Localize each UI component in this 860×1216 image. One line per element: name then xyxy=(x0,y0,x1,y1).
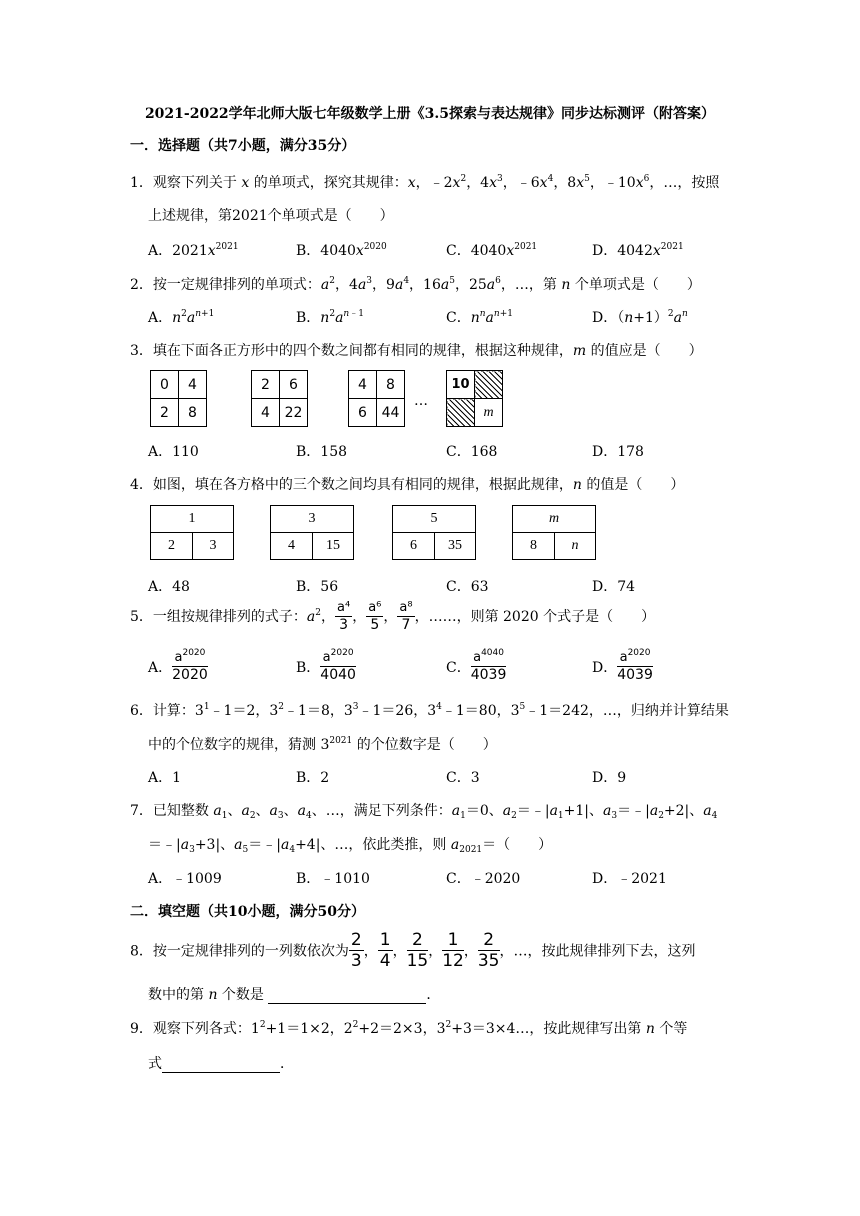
q4-box-4 xyxy=(512,505,596,560)
question-4: 4．如图，填在各方格中的三个数之间均具有相同的规律，根据此规律，n 的值是（ ） xyxy=(130,477,685,493)
q3-ellipsis: … xyxy=(414,393,428,409)
q3-option-b: B．158 xyxy=(296,444,348,460)
grid-cell: 2 xyxy=(151,399,179,427)
question-5: 5．一组按规律排列的式子：$a^2$， $\frac{\text{a⁴}}{3}$ ， $\frac{\text{a⁶}}{5}$ ， $\frac{\text{a⁸}}{7}$ ，……，则第 2020 个式子是（ ） xyxy=(130,600,656,633)
box-right: 15 xyxy=(326,538,340,553)
q3-grid-3 xyxy=(348,370,405,427)
box-right: 35 xyxy=(448,538,462,553)
grid-cell: 6 xyxy=(280,371,308,399)
q5-option-c: C． $\frac{a^{4040}}{4039}$ xyxy=(446,648,507,683)
grid-cell: m xyxy=(475,399,503,427)
grid-cell: 4 xyxy=(179,371,207,399)
grid-cell: 8 xyxy=(179,399,207,427)
question-3: 3．填在下面各正方形中的四个数之间都有相同的规律，根据这种规律，m 的值应是（ ） xyxy=(130,343,703,359)
fraction: $\frac{a^{4040}}{4039}$ xyxy=(470,648,507,683)
box-left: 8 xyxy=(513,533,555,559)
q1-option-b: B．$4040x^{2020}$ xyxy=(296,242,387,259)
box-left: 2 xyxy=(151,533,193,559)
q1-option-d: D．$4042x^{2021}$ xyxy=(592,242,684,259)
q4-option-d: D．74 xyxy=(592,579,636,595)
grid-cell: 8 xyxy=(377,371,405,399)
question-6-line-1: 6．计算：$3^1﹣1=2$，$3^2﹣1=8$，$3^3﹣1=26$，$3^4﹣1=80$，$3^5﹣1=242$，…，归纳并计算结果 xyxy=(130,702,729,719)
box-right: 3 xyxy=(209,538,217,553)
question-2: 2．按一定规律排列的单项式：$a^2$，$4a^3$，$9a^4$，$16a^5$，$25a^6$，…，第 n 个单项式是（ ） xyxy=(130,276,701,293)
grid-cell: 4 xyxy=(349,371,377,399)
fraction: $\frac{1}{4}$ xyxy=(379,930,391,971)
box-left: 6 xyxy=(393,533,435,559)
box-top: 5 xyxy=(393,506,475,533)
q3-grid-2 xyxy=(251,370,308,427)
q3-option-c: C．168 xyxy=(446,444,498,460)
q4-box-1 xyxy=(150,505,234,560)
q2-option-d: D．$(n+1)^2a^n$ xyxy=(592,309,688,326)
grid-cell: 0 xyxy=(151,371,179,399)
q1-option-a: A．$2021x^{2021}$ xyxy=(148,242,239,259)
section-choice-heading: 一．选择题（共7小题，满分35分） xyxy=(130,138,356,154)
q6-option-a: A．1 xyxy=(148,770,182,786)
q4-option-b: B．56 xyxy=(296,579,339,595)
fraction: $\frac{2}{35}$ xyxy=(477,930,500,971)
grid-cell: 10 xyxy=(447,371,475,399)
grid-cell: 2 xyxy=(252,371,280,399)
question-1-line-1: 1．观察下列关于 x 的单项式，探究其规律：x，$﹣2x^2$，$4x^3$，$﹣6x^4$，$8x^5$，$﹣10x^6$，…，按照 xyxy=(130,174,720,191)
q5-option-b: B． $\frac{a^{2020}}{4040}$ xyxy=(296,648,356,683)
box-top: 3 xyxy=(271,506,353,533)
fraction: $\frac{\text{a⁸}}{7}$ xyxy=(399,600,413,633)
q1-option-c: C．$4040x^{2021}$ xyxy=(446,242,538,259)
q4-box-2 xyxy=(270,505,354,560)
question-9-line-2: 式 ． xyxy=(148,1056,294,1072)
q3-grid-4 xyxy=(446,370,503,427)
fraction: $\frac{a^{2020}}{4039}$ xyxy=(617,648,653,683)
hatched-cell xyxy=(475,371,503,399)
fraction: $\frac{a^{2020}}{2020}$ xyxy=(172,648,208,683)
question-8-line-1: 8．按一定规律排列的一列数依次为 $\frac{2}{3}$ ， $\frac{1}{4}$ ， $\frac{2}{15}$ ， $\frac{1}{12}$ ， $\frac{2}{35}$ ，…，按此规律排列下去，这列 xyxy=(130,930,696,971)
q7-option-d: D．﹣2021 xyxy=(592,871,667,887)
q7-option-b: B．﹣1010 xyxy=(296,871,370,887)
answer-blank[interactable] xyxy=(162,1056,280,1073)
q5-option-d: D． $\frac{a^{2020}}{4039}$ xyxy=(592,648,653,683)
answer-blank[interactable] xyxy=(268,987,426,1004)
question-8-line-2: 数中的第 n 个数是 ． xyxy=(148,987,441,1003)
box-top: 1 xyxy=(151,506,233,533)
fraction: $\frac{1}{12}$ xyxy=(442,930,464,971)
q5-option-a: A． $\frac{a^{2020}}{2020}$ xyxy=(148,648,208,683)
q3-option-d: D．178 xyxy=(592,444,644,460)
grid-cell: 44 xyxy=(377,399,405,427)
question-7-line-2: $=﹣|a_3+3|$、$a_5=﹣|a_4+4|$、…，依此类推，则 $a_{2021}=$（ ） xyxy=(148,837,553,855)
question-6-line-2: 中的个位数字的规律，猜测 $3^{2021}$ 的个位数字是（ ） xyxy=(148,736,497,753)
q6-option-b: B．2 xyxy=(296,770,330,786)
fraction: $\frac{2}{3}$ xyxy=(350,930,362,971)
q4-box-3 xyxy=(392,505,476,560)
q4-option-a: A．48 xyxy=(148,579,190,595)
section-fill-heading: 二．填空题（共10小题，满分50分） xyxy=(130,904,365,920)
question-1-line-2: 上述规律，第2021个单项式是（ ） xyxy=(148,208,394,224)
box-right: n xyxy=(571,538,579,553)
box-left: 4 xyxy=(271,533,313,559)
question-9-line-1: 9．观察下列各式：$1^2+1=1\times 2$，$2^2+2=2\times 3$，$3^2+3=3\times 4\dots$，按此规律写出第 n 个等 xyxy=(130,1020,688,1037)
grid-cell: 4 xyxy=(252,399,280,427)
grid-cell: 22 xyxy=(280,399,308,427)
q2-option-a: A．$n^2a^{n+1}$ xyxy=(148,309,215,326)
box-top: m xyxy=(513,506,595,533)
q3-grid-1 xyxy=(150,370,207,427)
q7-option-c: C．﹣2020 xyxy=(446,871,521,887)
q3-option-a: A．110 xyxy=(148,444,199,460)
q6-option-c: C．3 xyxy=(446,770,480,786)
q6-option-d: D．9 xyxy=(592,770,627,786)
hatched-cell xyxy=(447,399,475,427)
q4-option-c: C．63 xyxy=(446,579,489,595)
q2-option-b: B．$n^2a^{n﹣1}$ xyxy=(296,309,364,326)
fraction: $\frac{\text{a⁴}}{3}$ xyxy=(337,600,351,633)
q2-option-c: C．$n^na^{n+1}$ xyxy=(446,309,513,326)
grid-cell: 6 xyxy=(349,399,377,427)
document-title: 2021-2022学年北师大版七年级数学上册《3.5探索与表达规律》同步达标测评（附答案） xyxy=(144,106,716,122)
fraction: $\frac{\text{a⁶}}{5}$ xyxy=(368,600,382,633)
q7-option-a: A．﹣1009 xyxy=(148,871,222,887)
fraction: $\frac{2}{15}$ xyxy=(406,930,429,971)
fraction: $\frac{a^{2020}}{4040}$ xyxy=(320,648,356,683)
question-7-line-1: 7．已知整数 $a_1$、$a_2$、$a_3$、$a_4$、…，满足下列条件：$a_1=0$、$a_2=﹣|a_1+1|$、$a_3=﹣|a_2+2|$、$a_4$ xyxy=(130,803,718,821)
